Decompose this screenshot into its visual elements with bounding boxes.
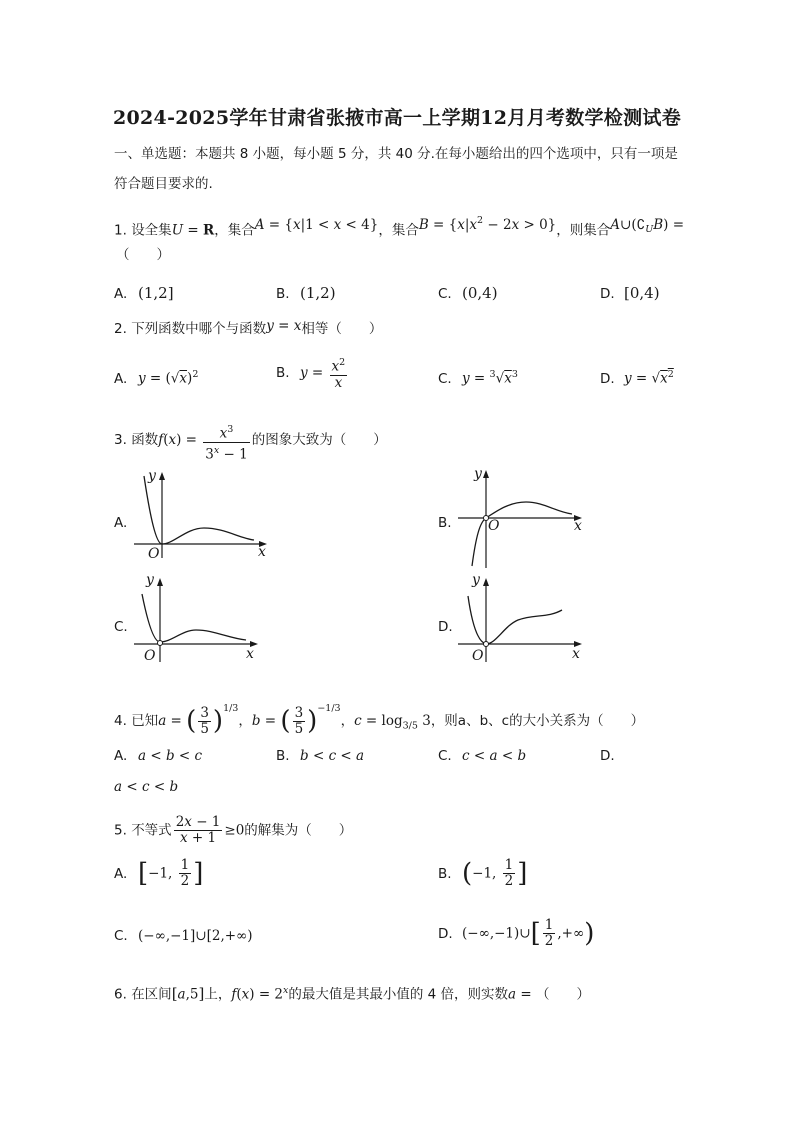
q4-option-a[interactable]: A. a < b < c: [114, 748, 203, 764]
question-1-paren: （ ）: [116, 247, 170, 263]
question-number: 6.: [114, 986, 127, 1003]
graph-option-d: [458, 574, 588, 666]
q1-option-a[interactable]: A. (1,2]: [114, 284, 174, 302]
q5-option-b[interactable]: B. (−1, $\frac{1}{2}$ ]: [438, 857, 528, 889]
y-axis-label: y: [472, 572, 480, 588]
q2-option-d[interactable]: D. $y = √x^2$: [600, 369, 674, 387]
q4-option-c[interactable]: C. c < a < b: [438, 748, 527, 764]
question-number: 2.: [114, 321, 127, 337]
x-axis-label: x: [572, 646, 580, 662]
origin-label: O: [472, 648, 484, 664]
formula-set-B: B: [418, 216, 429, 233]
formula-c: c: [354, 713, 362, 729]
y-axis-label: y: [146, 572, 154, 588]
origin-label: O: [144, 648, 156, 664]
origin-label: O: [488, 518, 500, 534]
question-number: 5.: [114, 822, 127, 839]
question-1: 1. 设全集U = R，集合A = {x|1 < x < 4}，集合$B = \{x|x^2 - 2x > 0\}$，则集合$A\cup(∁_UB)$ =: [114, 215, 685, 239]
formula-function: f: [158, 432, 164, 448]
section-instructions-line2: 符合题目要求的.: [114, 176, 213, 192]
q1-option-d[interactable]: D. [0,4): [600, 284, 660, 302]
question-5: 5. 不等式 $\frac{2x - 1}{x + 1}$ ≥0的解集为（ ）: [114, 814, 353, 846]
formula-function: f: [231, 986, 237, 1003]
graph-option-a: [134, 466, 274, 560]
question-number: 1.: [114, 222, 127, 239]
graph-option-b: [458, 466, 588, 570]
question-number: 4.: [114, 713, 127, 729]
question-4: 4. 已知a = ( $\frac{3}{5}$ )$^{1/3}$，b = ( $\frac{3}{5}$ )$^{-1/3}$，$c = \log_{3/5} 3$，则a、b、c的大小关系为（ ）: [114, 703, 645, 737]
question-3: 3. 函数f(x) = $\frac{x^3}{3^x - 1}$ 的图象大致为（ ）: [114, 424, 387, 462]
origin-label: O: [148, 546, 160, 562]
q1-option-b[interactable]: B. (1,2): [276, 284, 336, 302]
q3-option-d[interactable]: D.: [438, 619, 453, 635]
x-axis-label: x: [258, 544, 266, 560]
formula-a: a: [508, 986, 517, 1003]
formula-answer-set: A: [610, 216, 621, 233]
q5-option-d[interactable]: D. (−∞,−1)∪[ $\frac{1}{2}$ ,+∞): [438, 917, 595, 949]
formula-universal-set: U: [171, 222, 184, 239]
q2-option-c[interactable]: C. $y = ^3√x^3$: [438, 369, 518, 387]
q5-option-c[interactable]: C. (−∞,−1]∪[2,+∞): [114, 928, 253, 944]
formula-a: a: [158, 713, 167, 729]
q5-option-a[interactable]: A. [−1, $\frac{1}{2}$ ]: [114, 857, 204, 889]
question-6: 6. 在区间[a,5]上，$f(x) = 2^x$的最大值是其最小值的 4 倍，则实数a = （ ）: [114, 984, 591, 1003]
q3-option-c[interactable]: C.: [114, 619, 128, 635]
y-axis-label: y: [474, 466, 482, 482]
question-2: 2. 下列函数中哪个与函数y = x相等（ ）: [114, 318, 383, 337]
q3-option-a[interactable]: A.: [114, 515, 128, 531]
q4-option-b[interactable]: B. b < c < a: [276, 748, 365, 764]
formula-b: b: [251, 713, 261, 729]
x-axis-label: x: [246, 646, 254, 662]
formula-y-equals-x: y: [266, 318, 274, 334]
formula-set-A: A: [254, 216, 265, 233]
x-axis-label: x: [574, 518, 582, 534]
graph-option-c: [134, 574, 264, 664]
formula-inequality: $\frac{2x - 1}{x + 1}$: [175, 814, 221, 846]
q2-option-b[interactable]: B. y = $\frac{x^2}{x}$: [276, 357, 346, 391]
q4-option-d-value: a < c < b: [114, 779, 179, 795]
q4-option-d[interactable]: D.: [600, 748, 615, 764]
exam-title: 2024-2025学年甘肃省张掖市高一上学期12月月考数学检测试卷: [113, 107, 681, 129]
section-instructions-line1: 一、单选题：本题共 8 小题，每小题 5 分，共 40 分.在每小题给出的四个选项中，只有一项是: [114, 146, 678, 162]
q3-option-b[interactable]: B.: [438, 515, 452, 531]
q1-option-c[interactable]: C. (0,4): [438, 284, 498, 302]
question-number: 3.: [114, 432, 127, 448]
q2-option-a[interactable]: A. $y = (√x)^2$: [114, 369, 199, 387]
y-axis-label: y: [148, 468, 156, 484]
